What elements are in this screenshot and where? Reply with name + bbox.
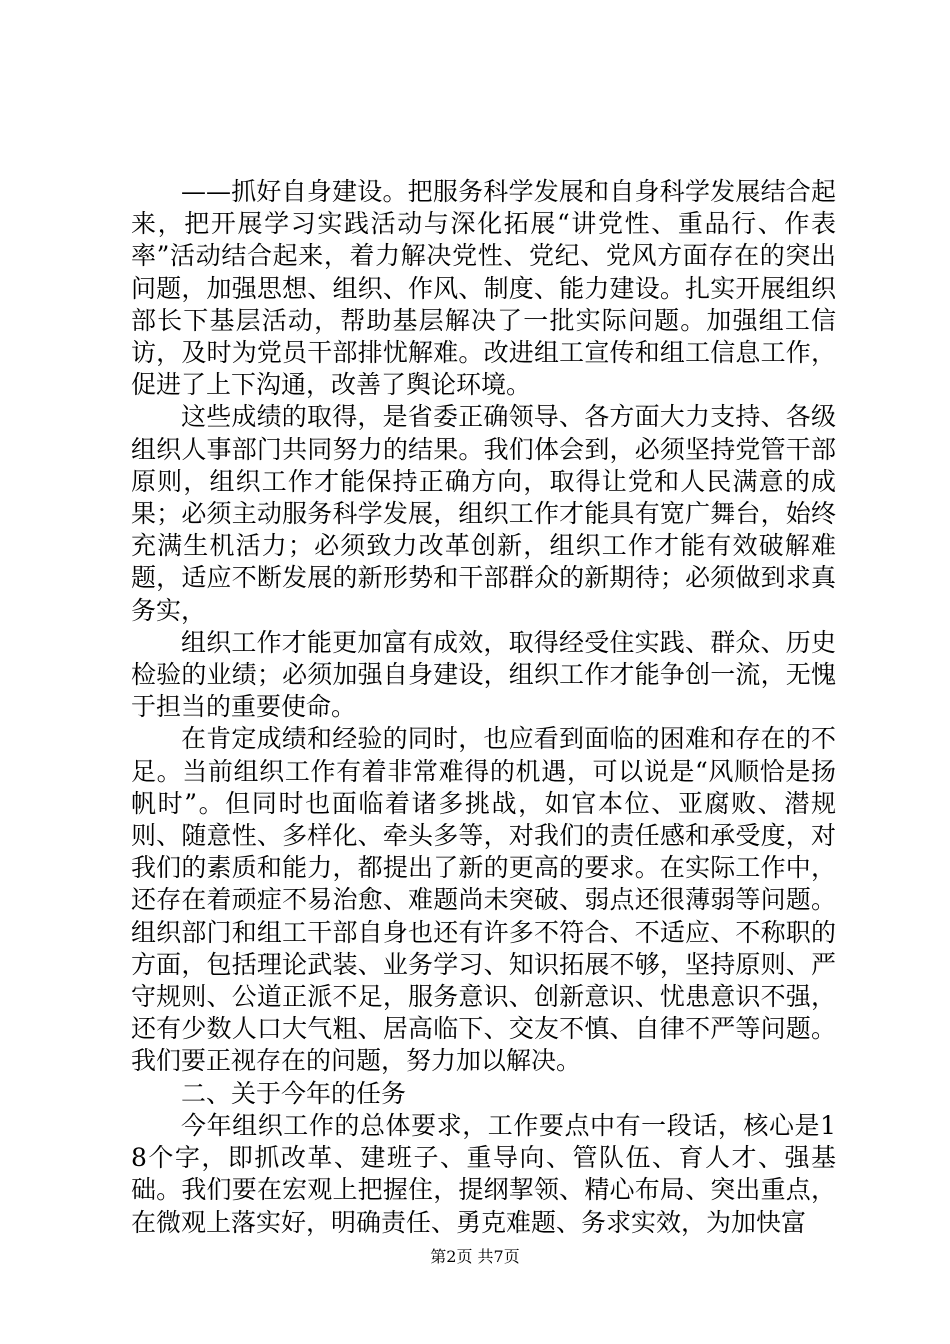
paragraph-achievements: 这些成绩的取得，是省委正确领导、各方面大力支持、各级组织人事部门共同努力的结果。我们体会到，必须坚持党管干部原则，组织工作才能保持正确方向，取得让党和人民满意的成果；必须主动服务科学发展，组织工作才能具有宽广舞台，始终充满生机活力；必须致力改革创新，组织工作才能有效破解难题，适应不断发展的新形势和干部群众的新期待；必须做到求真务实， (131, 402, 836, 625)
paragraph-self-building: ——抓好自身建设。把服务科学发展和自身科学发展结合起来，把开展学习实践活动与深化拓展“讲党性、重品行、作表率”活动结合起来，着力解决党性、党纪、党风方面存在的突出问题，加强思想、组织、作风、制度、能力建设。扎实开展组织部长下基层活动，帮助基层解决了一批实际问题。加强组工信访，及时为党员干部排忧解难。改进组工宣传和组工信息工作，促进了上下沟通，改善了舆论环境。 (131, 177, 836, 400)
section-heading-tasks: 二、关于今年的任务 (181, 1078, 407, 1108)
paragraph-achievements-continued: 组织工作才能更加富有成效，取得经受住实践、群众、历史检验的业绩；必须加强自身建设，组织工作才能争创一流，无愧于担当的重要使命。 (131, 627, 836, 722)
paragraph-overall-requirements: 今年组织工作的总体要求，工作要点中有一段话，核心是18个字，即抓改革、建班子、重导向、管队伍、育人才、强基础。我们要在宏观上把握住，提纲挈领、精心布局、突出重点，在微观上落实好，明确责任、勇克难题、务求实效，为加快富 (131, 1110, 836, 1237)
paragraph-shortcomings: 在肯定成绩和经验的同时，也应看到面临的困难和存在的不足。当前组织工作有着非常难得的机遇，可以说是“风顺恰是扬帆时”。但同时也面临着诸多挑战，如官本位、亚腐败、潜规则、随意性、多样化、牵头多等，对我们的责任感和承受度，对我们的素质和能力，都提出了新的更高的要求。在实际工作中，还存在着顽症不易治愈、难题尚未突破、弱点还很薄弱等问题。组织部门和组工干部自身也还有许多不符合、不适应、不称职的方面，包括理论武装、业务学习、知识拓展不够，坚持原则、严守规则、公道正派不足，服务意识、创新意识、忧患意识不强，还有少数人口大气粗、居高临下、交友不慎、自律不严等问题。我们要正视存在的问题，努力加以解决。 (131, 724, 836, 1076)
page-number-footer: 第2页 共7页 (430, 1247, 520, 1266)
body-text (131, 176, 836, 1239)
